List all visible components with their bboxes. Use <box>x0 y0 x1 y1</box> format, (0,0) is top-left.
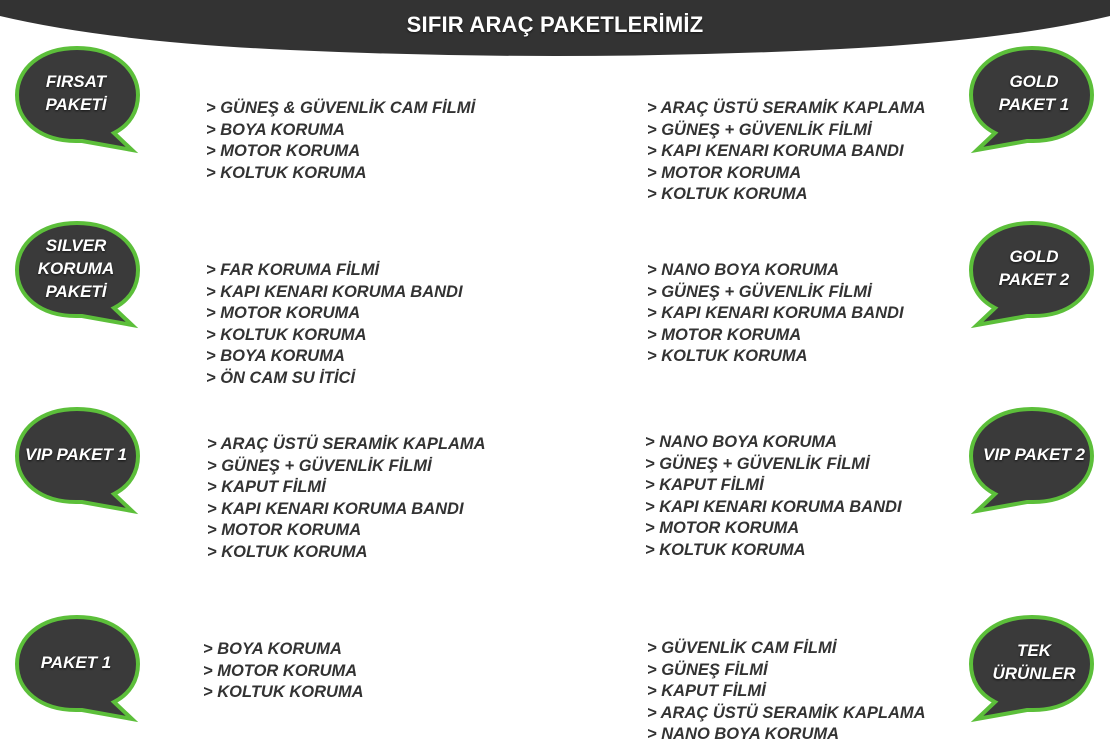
package-item: > ÖN CAM SU İTİCİ <box>206 368 355 387</box>
package-item: > GÜNEŞ + GÜVENLİK FİLMİ <box>645 454 870 473</box>
package-item: > KAPI KENARI KORUMA BANDI <box>207 499 464 518</box>
package-item: > KAPUT FİLMİ <box>647 682 766 701</box>
package-item: > ARAÇ ÜSTÜ SERAMİK KAPLAMA <box>207 435 486 453</box>
package-bubble-firsat[interactable] <box>14 45 144 155</box>
package-item: > KAPI KENARI KORUMA BANDI <box>647 304 904 323</box>
package-item: > GÜNEŞ + GÜVENLİK FİLMİ <box>647 120 872 139</box>
package-items-gold-1 <box>647 98 926 206</box>
package-bubble-gold-1[interactable] <box>968 45 1098 155</box>
package-item: > KAPUT FİLMİ <box>207 478 326 497</box>
package-item: > GÜNEŞ + GÜVENLİK FİLMİ <box>207 456 432 475</box>
package-item: > BOYA KORUMA <box>203 640 342 658</box>
package-items-paket-1 <box>203 639 364 704</box>
package-bubble-silver[interactable] <box>14 220 144 330</box>
package-item: > ARAÇ ÜSTÜ SERAMİK KAPLAMA <box>647 703 926 722</box>
package-item: > BOYA KORUMA <box>206 120 345 139</box>
package-item: > KOLTUK KORUMA <box>647 185 808 204</box>
package-item: > GÜNEŞ & GÜVENLİK CAM FİLMİ <box>206 99 476 117</box>
package-bubble-gold-2[interactable] <box>968 220 1098 330</box>
package-item: > KAPI KENARI KORUMA BANDI <box>647 142 904 161</box>
package-bubble-vip-2[interactable] <box>968 406 1098 516</box>
package-item: > KOLTUK KORUMA <box>207 542 368 561</box>
package-item: > KOLTUK KORUMA <box>206 163 367 182</box>
package-items-vip-1 <box>207 434 486 564</box>
package-bubble-tek-urunler[interactable] <box>968 614 1098 724</box>
package-item: > MOTOR KORUMA <box>645 519 800 538</box>
package-items-gold-2 <box>647 260 904 368</box>
package-item: > FAR KORUMA FİLMİ <box>206 261 380 279</box>
package-item: > MOTOR KORUMA <box>207 521 362 540</box>
page-header <box>0 0 1110 58</box>
package-item: > MOTOR KORUMA <box>206 304 361 323</box>
package-item: > NANO BOYA KORUMA <box>645 433 838 451</box>
package-item: > MOTOR KORUMA <box>206 142 361 161</box>
package-item: > KAPI KENARI KORUMA BANDI <box>645 497 902 516</box>
package-item: > KOLTUK KORUMA <box>206 325 367 344</box>
package-item: > KOLTUK KORUMA <box>203 683 364 702</box>
package-item: > NANO BOYA KORUMA <box>647 725 840 744</box>
package-label: TEK ÜRÜNLER <box>992 641 1076 683</box>
package-label: GOLD PAKET 2 <box>998 247 1070 289</box>
package-items-tek-urunler <box>647 638 926 746</box>
package-label: SILVER KORUMA PAKETİ <box>37 235 115 301</box>
page-title: SIFIR ARAÇ PAKETLERİMİZ <box>406 12 704 37</box>
package-item: > GÜVENLİK CAM FİLMİ <box>647 639 837 657</box>
package-item: > MOTOR KORUMA <box>647 163 802 182</box>
package-item: > BOYA KORUMA <box>206 347 345 366</box>
package-label: FIRSAT PAKETİ <box>45 72 107 114</box>
package-label: VIP PAKET 2 <box>982 444 1086 464</box>
package-item: > GÜNEŞ + GÜVENLİK FİLMİ <box>647 282 872 301</box>
package-item: > KOLTUK KORUMA <box>647 347 808 366</box>
package-item: > MOTOR KORUMA <box>203 661 358 680</box>
package-item: > ARAÇ ÜSTÜ SERAMİK KAPLAMA <box>647 99 926 117</box>
package-items-vip-2 <box>645 432 902 562</box>
package-item: > MOTOR KORUMA <box>647 325 802 344</box>
package-item: > KAPUT FİLMİ <box>645 476 764 495</box>
package-item: > GÜNEŞ FİLMİ <box>647 660 768 679</box>
package-item: > NANO BOYA KORUMA <box>647 261 840 279</box>
package-items-silver <box>206 260 463 390</box>
package-bubble-paket-1[interactable] <box>14 614 144 724</box>
package-label: PAKET 1 <box>40 652 112 672</box>
package-items-firsat <box>206 98 475 184</box>
package-item: > KAPI KENARI KORUMA BANDI <box>206 282 463 301</box>
package-label: VIP PAKET 1 <box>24 444 128 464</box>
package-bubble-vip-1[interactable] <box>14 406 144 516</box>
package-item: > KOLTUK KORUMA <box>645 540 806 559</box>
package-label: GOLD PAKET 1 <box>998 72 1070 114</box>
